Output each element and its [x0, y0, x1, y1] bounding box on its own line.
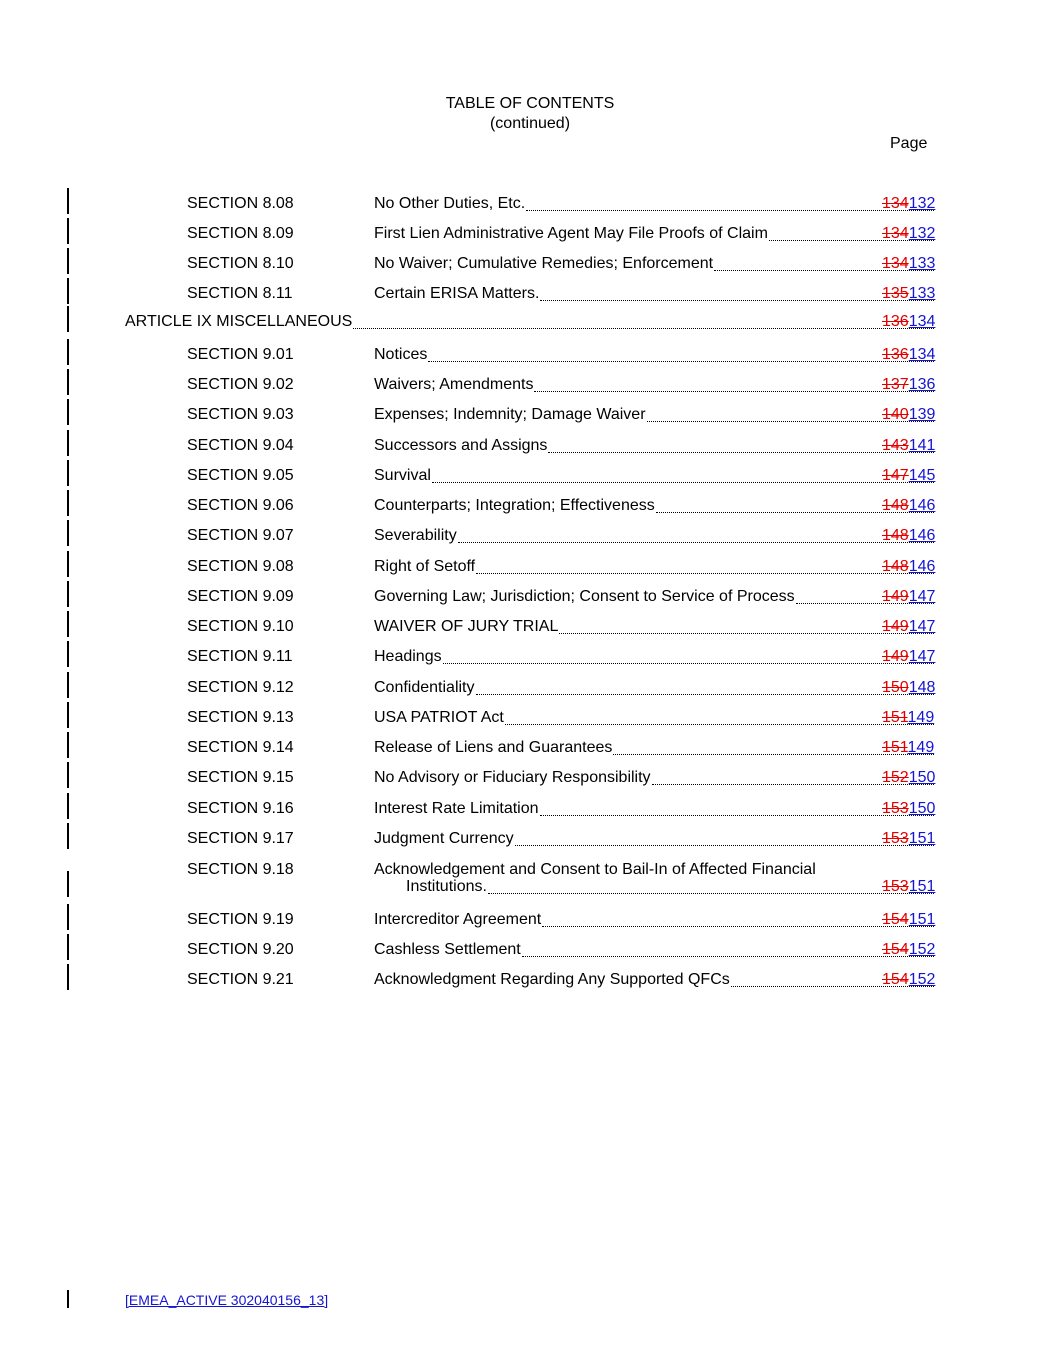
inserted-page-number-link[interactable]: 134	[908, 346, 936, 363]
section-number: SECTION 9.06	[187, 497, 294, 514]
section-number: SECTION 9.20	[187, 941, 294, 958]
section-title: USA PATRIOT Act	[374, 709, 504, 726]
page-number	[882, 940, 935, 960]
section-number: SECTION 9.09	[187, 588, 294, 605]
page-number	[882, 345, 935, 365]
deleted-page-number: 134	[882, 225, 909, 242]
change-bar	[67, 369, 69, 395]
deleted-page-number: 152	[882, 769, 909, 786]
section-number: SECTION 9.02	[187, 376, 294, 393]
section-number: SECTION 9.11	[187, 648, 293, 665]
page-number	[882, 526, 935, 546]
deleted-page-number: 148	[882, 497, 909, 514]
section-number: SECTION 9.17	[187, 830, 294, 847]
change-bar	[67, 1290, 69, 1308]
inserted-page-number-link[interactable]: 134	[908, 313, 936, 330]
section-number: SECTION 9.05	[187, 467, 294, 484]
dot-leader	[353, 328, 934, 329]
toc-entry[interactable]	[0, 405, 1056, 425]
toc-entry[interactable]	[0, 678, 1056, 698]
document-reference-link[interactable]: [EMEA_ACTIVE 302040156_13]	[125, 1292, 329, 1308]
section-title: No Advisory or Fiduciary Responsibility	[374, 769, 651, 786]
change-bar	[67, 306, 69, 332]
toc-entry[interactable]	[0, 194, 1056, 214]
inserted-page-number-link[interactable]: 147	[908, 618, 936, 635]
change-bar	[67, 823, 69, 849]
page-number	[882, 557, 935, 577]
deleted-page-number: 148	[882, 558, 909, 575]
deleted-page-number: 153	[882, 830, 909, 847]
deleted-page-number: 153	[882, 878, 909, 895]
page-column-label: Page	[890, 135, 928, 152]
page-number	[882, 466, 935, 486]
section-title: Governing Law; Jurisdiction; Consent to Service of Process	[374, 588, 795, 605]
deleted-page-number: 154	[882, 911, 909, 928]
section-number: SECTION 9.18	[187, 861, 294, 878]
page-number	[882, 436, 935, 456]
section-title: First Lien Administrative Agent May File Proofs of Claim	[374, 225, 768, 242]
deleted-page-number: 136	[882, 313, 909, 330]
inserted-page-number-link[interactable]: 149	[907, 709, 935, 726]
section-number: SECTION 9.08	[187, 558, 294, 575]
toc-entry[interactable]	[0, 708, 1056, 728]
section-number: SECTION 8.08	[187, 195, 294, 212]
section-title: WAIVER OF JURY TRIAL	[374, 618, 559, 635]
toc-entry[interactable]	[0, 587, 1056, 607]
page-number	[882, 708, 934, 728]
change-bar	[67, 793, 69, 819]
article-title: ARTICLE IX MISCELLANEOUS	[125, 313, 353, 330]
deleted-page-number: 149	[882, 618, 909, 635]
change-bar	[67, 248, 69, 274]
section-title: Release of Liens and Guarantees	[374, 739, 613, 756]
dot-leader	[559, 633, 934, 634]
inserted-page-number-link[interactable]: 147	[908, 648, 936, 665]
section-number: SECTION 9.10	[187, 618, 294, 635]
section-number: SECTION 9.19	[187, 911, 294, 928]
section-title: Certain ERISA Matters.	[374, 285, 540, 302]
toc-entry[interactable]	[0, 647, 1056, 667]
inserted-page-number-link[interactable]: 151	[908, 911, 936, 928]
toc-entry[interactable]	[0, 768, 1056, 788]
section-number: SECTION 9.14	[187, 739, 294, 756]
page-number	[882, 375, 935, 395]
deleted-page-number: 140	[882, 406, 909, 423]
deleted-page-number: 134	[882, 195, 909, 212]
deleted-page-number: 134	[882, 255, 909, 272]
deleted-page-number: 151	[882, 709, 908, 726]
section-number: SECTION 8.10	[187, 255, 294, 272]
change-bar	[67, 460, 69, 486]
deleted-page-number: 147	[882, 467, 909, 484]
inserted-page-number-link[interactable]: 146	[908, 558, 936, 575]
dot-leader	[505, 724, 934, 725]
toc-entry[interactable]	[0, 496, 1056, 516]
inserted-page-number-link[interactable]: 150	[908, 769, 936, 786]
toc-entry[interactable]	[0, 738, 1056, 758]
deleted-page-number: 137	[882, 376, 909, 393]
inserted-page-number-link[interactable]: 145	[908, 467, 936, 484]
section-title: Survival	[374, 467, 431, 484]
change-bar	[67, 871, 69, 897]
section-number: SECTION 9.15	[187, 769, 294, 786]
section-title: Successors and Assigns	[374, 437, 548, 454]
section-title: Headings	[374, 648, 442, 665]
page-number	[882, 312, 935, 332]
inserted-page-number-link[interactable]: 146	[908, 497, 936, 514]
deleted-page-number: 153	[882, 800, 909, 817]
inserted-page-number-link[interactable]: 132	[908, 225, 936, 242]
change-bar	[67, 934, 69, 960]
change-bar	[67, 702, 69, 728]
toc-title: TABLE OF CONTENTS	[445, 95, 615, 112]
inserted-page-number-link[interactable]: 132	[908, 195, 936, 212]
section-number: SECTION 9.12	[187, 679, 294, 696]
toc-entry[interactable]	[0, 829, 1056, 849]
inserted-page-number-link[interactable]: 133	[908, 285, 936, 302]
dot-leader	[540, 300, 934, 301]
change-bar	[67, 490, 69, 516]
page-number	[882, 284, 935, 304]
change-bar	[67, 672, 69, 698]
page-number	[882, 678, 935, 698]
section-number: SECTION 8.11	[187, 285, 293, 302]
section-title: Confidentiality	[374, 679, 475, 696]
inserted-page-number-link[interactable]: 139	[908, 406, 936, 423]
deleted-page-number: 151	[882, 739, 908, 756]
dot-leader	[542, 926, 934, 927]
dot-leader	[534, 391, 934, 392]
section-number: SECTION 9.04	[187, 437, 294, 454]
change-bar	[67, 430, 69, 456]
section-title: Judgment Currency	[374, 830, 514, 847]
dot-leader	[476, 573, 934, 574]
deleted-page-number: 150	[882, 679, 909, 696]
section-number: SECTION 9.01	[187, 346, 294, 363]
section-number: SECTION 9.21	[187, 971, 294, 988]
inserted-page-number-link[interactable]: 151	[908, 830, 936, 847]
section-number: SECTION 9.13	[187, 709, 294, 726]
inserted-page-number-link[interactable]: 136	[908, 376, 936, 393]
section-title: Intercreditor Agreement	[374, 911, 542, 928]
deleted-page-number: 149	[882, 588, 909, 605]
page-number	[882, 405, 935, 425]
page-number	[882, 829, 935, 849]
section-title: Acknowledgment Regarding Any Supported QFCs	[374, 971, 730, 988]
toc-entry[interactable]	[0, 526, 1056, 546]
section-title: No Waiver; Cumulative Remedies; Enforcement	[374, 255, 714, 272]
toc-entry[interactable]	[0, 799, 1056, 819]
toc-entry[interactable]	[0, 345, 1056, 365]
dot-leader	[540, 815, 934, 816]
section-number: SECTION 8.09	[187, 225, 294, 242]
page-number	[882, 496, 935, 516]
deleted-page-number: 143	[882, 437, 909, 454]
toc-entry[interactable]	[0, 861, 1056, 897]
change-bar	[67, 964, 69, 990]
inserted-page-number-link[interactable]: 141	[908, 437, 936, 454]
dot-leader	[458, 542, 934, 543]
section-title: Cashless Settlement	[374, 941, 521, 958]
change-bar	[67, 904, 69, 930]
deleted-page-number: 148	[882, 527, 909, 544]
change-bar	[67, 611, 69, 637]
page-number	[882, 799, 935, 819]
section-title: Interest Rate Limitation	[374, 800, 539, 817]
page-number	[882, 587, 935, 607]
section-title: No Other Duties, Etc.	[374, 195, 526, 212]
toc-entry[interactable]	[0, 224, 1056, 244]
page-number	[882, 877, 935, 897]
inserted-page-number-link[interactable]: 147	[908, 588, 936, 605]
change-bar	[67, 339, 69, 365]
inserted-page-number-link[interactable]: 152	[908, 941, 936, 958]
toc-entry[interactable]	[0, 910, 1056, 930]
toc-entry[interactable]	[0, 617, 1056, 637]
page-number	[882, 224, 935, 244]
page-number	[882, 647, 935, 667]
dot-leader	[443, 663, 934, 664]
deleted-page-number: 154	[882, 971, 909, 988]
toc-entry[interactable]	[0, 254, 1056, 274]
toc-entry[interactable]	[0, 375, 1056, 395]
change-bar	[67, 581, 69, 607]
dot-leader	[515, 845, 934, 846]
change-bar	[67, 762, 69, 788]
inserted-page-number-link[interactable]: 152	[908, 971, 936, 988]
inserted-page-number-link[interactable]: 150	[908, 800, 936, 817]
section-title: Severability	[374, 527, 457, 544]
page-number	[882, 910, 935, 930]
dot-leader	[522, 956, 934, 957]
section-title-line1: Acknowledgement and Consent to Bail-In of Affected Financial	[374, 861, 816, 878]
page-number	[882, 768, 935, 788]
section-number: SECTION 9.16	[187, 800, 294, 817]
dot-leader	[526, 210, 934, 211]
dot-leader	[476, 694, 935, 695]
section-title: Expenses; Indemnity; Damage Waiver	[374, 406, 646, 423]
section-number: SECTION 9.03	[187, 406, 294, 423]
toc-entry[interactable]	[0, 970, 1056, 990]
change-bar	[67, 732, 69, 758]
dot-leader	[548, 452, 934, 453]
page-number	[882, 194, 935, 214]
toc-subtitle: (continued)	[489, 115, 571, 132]
change-bar	[67, 399, 69, 425]
toc-entry[interactable]	[0, 312, 1056, 332]
deleted-page-number: 135	[882, 285, 909, 302]
change-bar	[67, 551, 69, 577]
toc-entry[interactable]	[0, 466, 1056, 486]
inserted-page-number-link[interactable]: 148	[908, 679, 936, 696]
section-title: Waivers; Amendments	[374, 376, 534, 393]
toc-entry[interactable]	[0, 436, 1056, 456]
section-title: Institutions.	[406, 878, 487, 895]
inserted-page-number-link[interactable]: 133	[908, 255, 936, 272]
change-bar	[67, 278, 69, 304]
section-title: Notices	[374, 346, 428, 363]
section-title: Right of Setoff	[374, 558, 476, 575]
change-bar	[67, 218, 69, 244]
page-number	[882, 617, 935, 637]
section-number: SECTION 9.07	[187, 527, 294, 544]
change-bar	[67, 520, 69, 546]
page-number	[882, 254, 935, 274]
deleted-page-number: 154	[882, 941, 909, 958]
toc-entry[interactable]	[0, 557, 1056, 577]
page-number	[882, 738, 934, 758]
dot-leader	[428, 361, 934, 362]
inserted-page-number-link[interactable]: 149	[907, 739, 935, 756]
toc-entry[interactable]	[0, 940, 1056, 960]
inserted-page-number-link[interactable]: 151	[908, 878, 936, 895]
inserted-page-number-link[interactable]: 146	[908, 527, 936, 544]
section-title: Counterparts; Integration; Effectiveness	[374, 497, 655, 514]
deleted-page-number: 149	[882, 648, 909, 665]
change-bar	[67, 188, 69, 214]
dot-leader	[488, 893, 934, 894]
page-number	[882, 970, 935, 990]
deleted-page-number: 136	[882, 346, 909, 363]
dot-leader	[432, 482, 934, 483]
toc-entry[interactable]	[0, 284, 1056, 304]
change-bar	[67, 641, 69, 667]
